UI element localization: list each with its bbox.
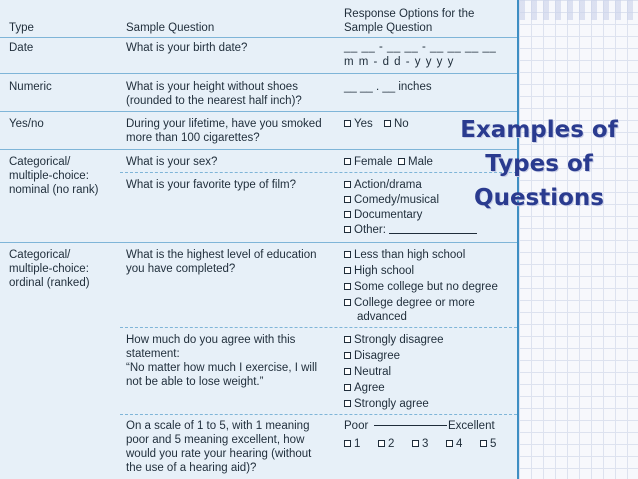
row-divider — [0, 242, 517, 243]
option-agree[interactable]: Agree — [344, 381, 385, 395]
type-date: Date — [9, 42, 34, 54]
header-sample-question: Sample Question — [126, 22, 215, 34]
checkbox-icon — [398, 158, 405, 165]
question-hearing-line4: the use of a hearing aid)? — [126, 462, 257, 474]
scale-excellent-label: Excellent — [448, 420, 495, 432]
checkbox-icon — [378, 440, 385, 447]
header-response-options-line1: Response Options for the — [344, 8, 475, 20]
option-high-school[interactable]: High school — [344, 264, 414, 278]
row-divider — [0, 111, 517, 112]
date-format: m m - d d - y y y y — [344, 56, 455, 68]
question-birth-date: What is your birth date? — [126, 42, 248, 54]
question-hearing-line2: poor and 5 meaning excellent, how — [126, 434, 305, 446]
option-rating-5[interactable]: 5 — [480, 437, 496, 451]
option-college-degree-cont: advanced — [357, 311, 407, 323]
date-blanks: __ __ - __ __ - __ __ __ __ — [344, 41, 497, 53]
checkbox-icon — [344, 158, 351, 165]
type-nominal-line1: Categorical/ — [9, 156, 71, 168]
row-divider — [0, 73, 517, 74]
question-agree-line3: “No matter how much I exercise, I will — [126, 362, 318, 374]
checkbox-icon — [344, 226, 351, 233]
scale-line — [374, 425, 447, 426]
slide-title-line3: Questions — [474, 185, 604, 211]
question-agree-line4: not be able to lose weight.” — [126, 376, 264, 388]
checkbox-icon — [344, 400, 351, 407]
option-male[interactable]: Male — [398, 155, 433, 169]
other-blank[interactable] — [389, 223, 477, 234]
option-yes[interactable]: Yes — [344, 117, 373, 131]
option-no[interactable]: No — [384, 117, 409, 131]
checkbox-icon — [344, 196, 351, 203]
checkbox-icon — [344, 299, 351, 306]
question-smoked-line2: more than 100 cigarettes? — [126, 132, 260, 144]
slide-background — [519, 0, 638, 479]
checkbox-icon — [412, 440, 419, 447]
background-decoration — [519, 0, 638, 20]
option-strongly-disagree[interactable]: Strongly disagree — [344, 333, 444, 347]
question-smoked-line1: During your lifetime, have you smoked — [126, 118, 322, 130]
table-header — [0, 0, 517, 37]
type-nominal-line3: nominal (no rank) — [9, 184, 99, 196]
sub-row-divider — [120, 327, 517, 328]
option-strongly-agree[interactable]: Strongly agree — [344, 397, 429, 411]
checkbox-icon — [344, 283, 351, 290]
option-rating-3[interactable]: 3 — [412, 437, 428, 451]
option-college-degree[interactable]: College degree or more — [344, 296, 475, 310]
question-sex: What is your sex? — [126, 156, 218, 168]
checkbox-icon — [344, 267, 351, 274]
checkbox-icon — [480, 440, 487, 447]
question-education-line1: What is the highest level of education — [126, 249, 317, 261]
type-ordinal-line3: ordinal (ranked) — [9, 277, 90, 289]
checkbox-icon — [446, 440, 453, 447]
type-numeric: Numeric — [9, 81, 52, 93]
checkbox-icon — [384, 120, 391, 127]
height-response: __ __ . __ inches — [344, 81, 432, 93]
checkbox-icon — [344, 336, 351, 343]
checkbox-icon — [344, 368, 351, 375]
option-disagree[interactable]: Disagree — [344, 349, 400, 363]
type-ordinal-line1: Categorical/ — [9, 249, 71, 261]
scale-poor-label: Poor — [344, 420, 369, 432]
option-documentary[interactable]: Documentary — [344, 208, 422, 222]
header-response-options-line2: Sample Question — [344, 22, 433, 34]
option-neutral[interactable]: Neutral — [344, 365, 391, 379]
question-height-line1: What is your height without shoes — [126, 81, 298, 93]
question-agree-line1: How much do you agree with this — [126, 334, 296, 346]
checkbox-icon — [344, 181, 351, 188]
option-action-drama[interactable]: Action/drama — [344, 178, 422, 192]
checkbox-icon — [344, 211, 351, 218]
question-film: What is your favorite type of film? — [126, 179, 297, 191]
question-hearing-line1: On a scale of 1 to 5, with 1 meaning — [126, 420, 310, 432]
slide-title-line1: Examples of — [460, 117, 618, 143]
sub-row-divider — [120, 414, 517, 415]
question-agree-line2: statement: — [126, 348, 180, 360]
question-height-line2: (rounded to the nearest half inch)? — [126, 95, 302, 107]
checkbox-icon — [344, 251, 351, 258]
row-divider — [0, 37, 517, 38]
checkbox-icon — [344, 352, 351, 359]
option-female[interactable]: Female — [344, 155, 392, 169]
question-hearing-line3: would you rate your hearing (without — [126, 448, 312, 460]
option-other[interactable]: Other: — [344, 223, 477, 237]
type-yesno: Yes/no — [9, 118, 44, 130]
slide-title — [440, 113, 638, 215]
checkbox-icon — [344, 384, 351, 391]
type-ordinal-line2: multiple-choice: — [9, 263, 89, 275]
question-education-line2: you have completed? — [126, 263, 236, 275]
option-comedy-musical[interactable]: Comedy/musical — [344, 193, 439, 207]
header-type: Type — [9, 22, 34, 34]
slide-title-line2: Types of — [485, 151, 593, 177]
option-rating-4[interactable]: 4 — [446, 437, 462, 451]
checkbox-icon — [344, 120, 351, 127]
option-rating-1[interactable]: 1 — [344, 437, 360, 451]
option-less-than-high-school[interactable]: Less than high school — [344, 248, 465, 262]
checkbox-icon — [344, 440, 351, 447]
option-some-college[interactable]: Some college but no degree — [344, 280, 498, 294]
type-nominal-line2: multiple-choice: — [9, 170, 89, 182]
option-rating-2[interactable]: 2 — [378, 437, 394, 451]
